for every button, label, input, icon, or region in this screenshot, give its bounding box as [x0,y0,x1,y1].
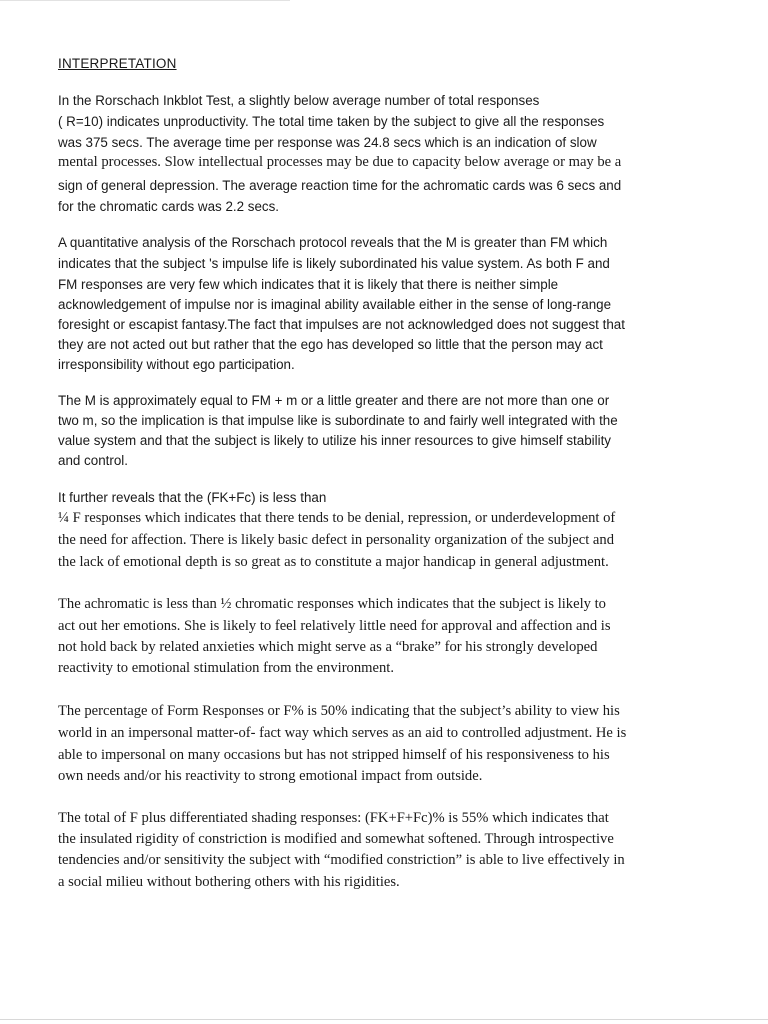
paragraph-line: two m, so the implication is that impulse like is subordinate to and fairly well integrated with the [58,413,618,428]
paragraph-line: In the Rorschach Inkblot Test, a slightly below average number of total responses [58,93,540,108]
paragraph-line: world in an impersonal matter-of- fact way which serves as an aid to controlled adjustment. He is [58,725,627,741]
paragraph-line: The M is approximately equal to FM + m or a little greater and there are not more than one or [58,393,610,408]
paragraph-line: the lack of emotional depth is so great as to constitute a major handicap in general adjustment. [58,554,609,570]
paragraph-line: value system and that the subject is likely to utilize his inner resources to give himself stability [58,433,611,448]
paragraph-line: A quantitative analysis of the Rorschach protocol reveals that the M is greater than FM which [58,235,608,250]
paragraph-line: and control. [58,453,128,468]
bottom-divider [0,1019,768,1020]
paragraph-line: the need for affection. There is likely basic defect in personality organization of the subject and [58,532,614,548]
paragraph-line: sign of general depression. The average reaction time for the achromatic cards was 6 secs and [58,178,622,193]
top-divider [0,0,290,1]
paragraph-line: indicates that the subject 's impulse life is likely subordinated his value system. As both F and [58,256,610,271]
paragraph-line: was 375 secs. The average time per response was 24.8 secs which is an indication of slow [58,135,597,150]
paragraph-line: the insulated rigidity of constriction is modified and somewhat softened. Through introspective [58,831,614,847]
paragraph-line: acknowledgement of impulse nor is imaginal ability available either in the sense of long-range [58,297,612,312]
paragraph-line: foresight or escapist fantasy.The fact that impulses are not acknowledged does not suggest that [58,317,625,332]
paragraph-line: a social milieu without bothering others with his rigidities. [58,874,400,890]
page-title: INTERPRETATION [58,56,177,71]
paragraph-line: ¼ F responses which indicates that there tends to be denial, repression, or underdevelopment of [58,510,616,526]
paragraph-line: The achromatic is less than ½ chromatic responses which indicates that the subject is likely to [58,596,606,612]
paragraph-line: irresponsibility without ego participation. [58,357,295,372]
paragraph-line: for the chromatic cards was 2.2 secs. [58,199,280,214]
paragraph-line: not hold back by related anxieties which might serve as a “brake” for his strongly developed [58,639,598,655]
paragraph-line: It further reveals that the (FK+Fc) is less than [58,490,327,505]
paragraph-line: own needs and/or his reactivity to strong emotional impact from outside. [58,768,483,784]
paragraph-line: The percentage of Form Responses or F% is 50% indicating that the subject’s ability to view his [58,703,620,719]
paragraph-line: ( R=10) indicates unproductivity. The total time taken by the subject to give all the responses [58,114,605,129]
paragraph-line: FM responses are very few which indicates that it is likely that there is neither simple [58,277,559,292]
paragraph-line: The total of F plus differentiated shading responses: (FK+F+Fc)% is 55% which indicates that [58,810,609,826]
paragraph-line: reactivity to emotional stimulation from the environment. [58,660,394,676]
paragraph-line: tendencies and/or sensitivity the subject with “modified constriction” is able to live effectively in [58,852,625,868]
paragraph-line: they are not acted out but rather that the ego has developed so little that the person may act [58,337,603,352]
paragraph-line: mental processes. Slow intellectual processes may be due to capacity below average or may be a [58,154,622,170]
paragraph-line: able to impersonal on many occasions but has not stripped himself of his responsiveness to his [58,747,610,763]
paragraph-line: act out her emotions. She is likely to feel relatively little need for approval and affection and is [58,618,611,634]
